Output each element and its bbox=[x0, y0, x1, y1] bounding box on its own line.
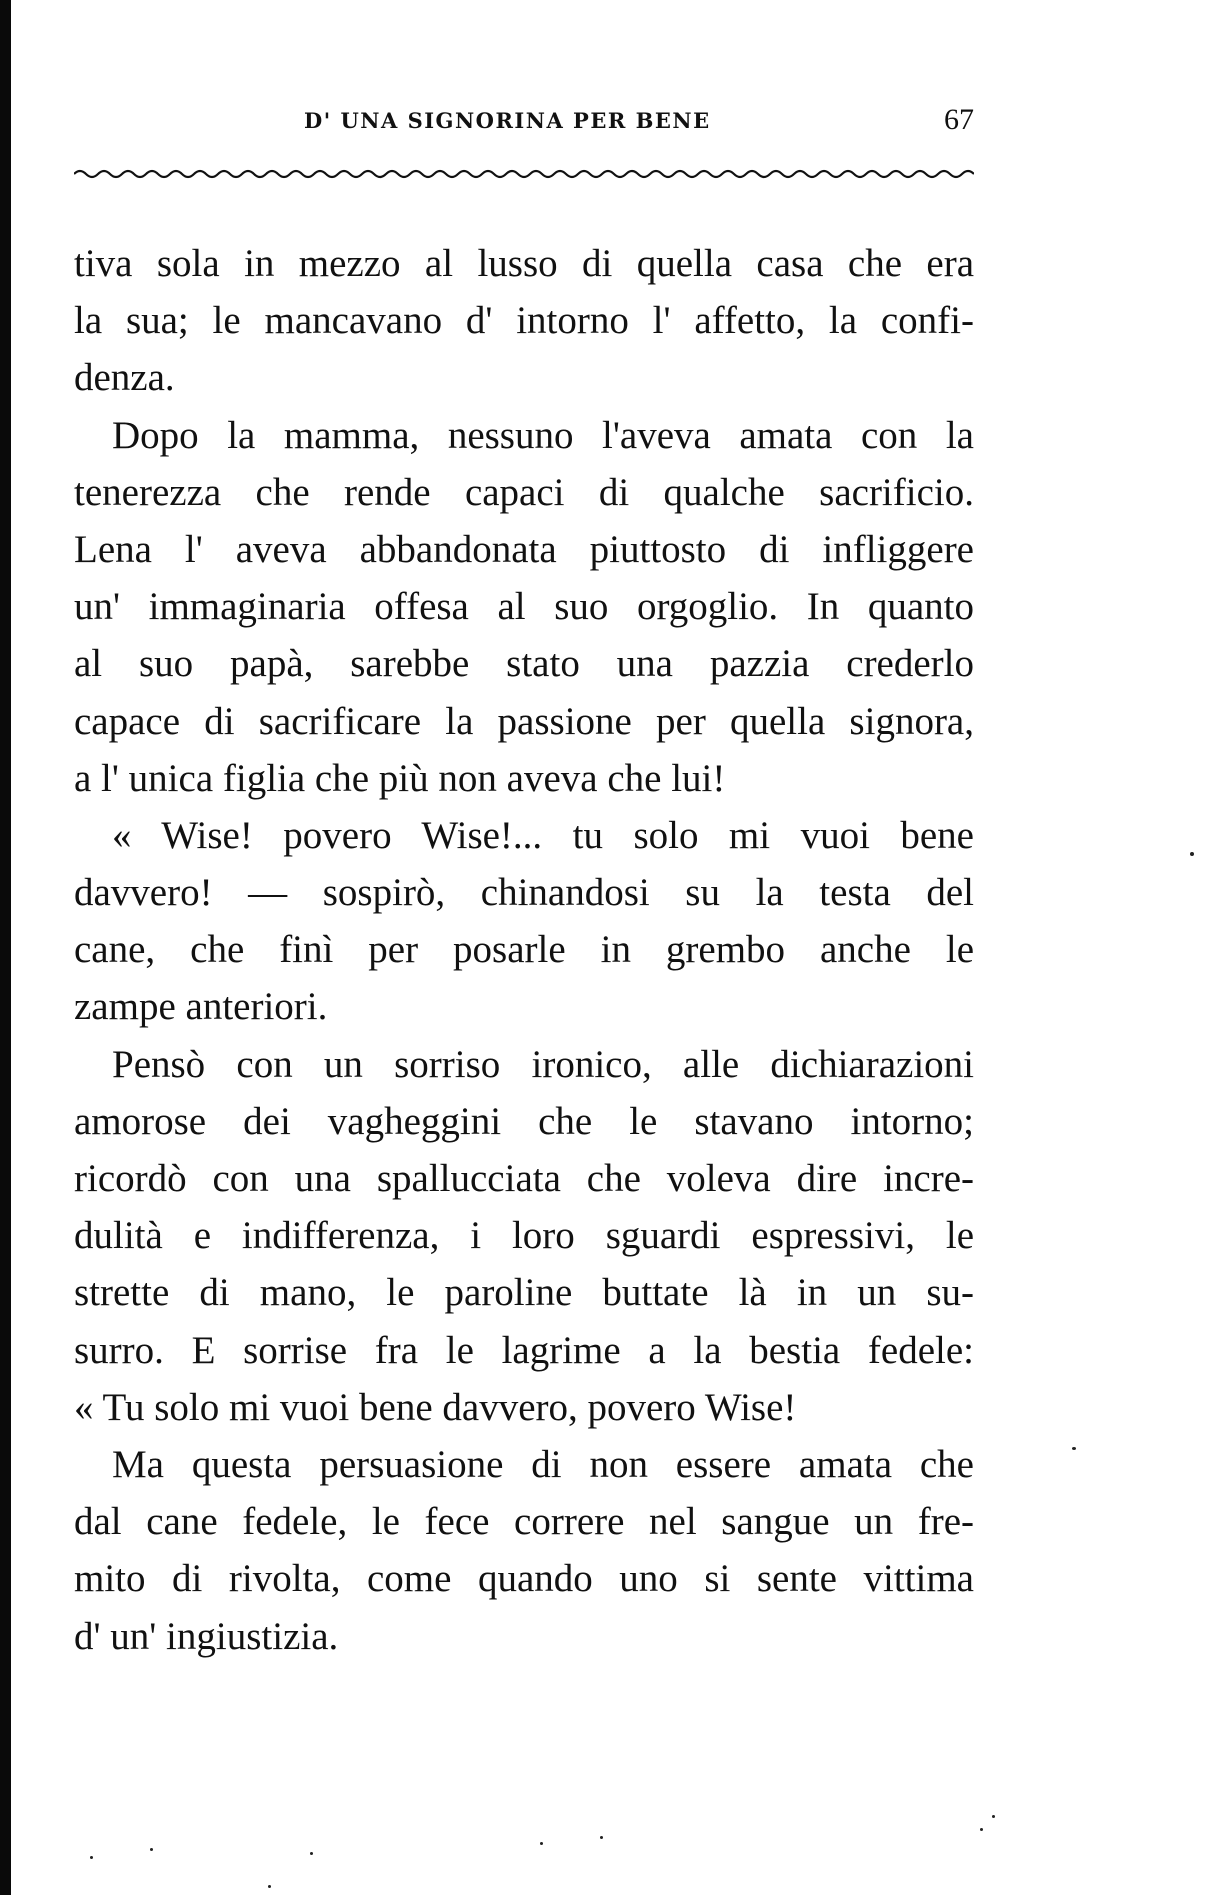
book-spine-edge bbox=[0, 0, 11, 1895]
text-line: strette di mano, le paroline buttate là in un su- bbox=[74, 1271, 974, 1315]
text-line: Ma questa persuasione di non essere amata che bbox=[112, 1442, 974, 1486]
text-line: tiva sola in mezzo al lusso di quella casa che era bbox=[74, 242, 974, 285]
text-line: dulità e indifferenza, i loro sguardi espressivi, le bbox=[74, 1214, 974, 1258]
text-line: tenerezza che rende capaci di qualche sacrificio. bbox=[74, 470, 974, 514]
print-speck bbox=[268, 1885, 271, 1888]
running-head bbox=[74, 103, 974, 148]
text-line: davvero! — sospirò, chinandosi su la testa del bbox=[74, 871, 974, 915]
text-line: denza. bbox=[74, 356, 175, 400]
body-text bbox=[74, 235, 974, 1665]
text-line: « Tu solo mi vuoi bene davvero, povero Wise! bbox=[74, 1385, 797, 1429]
print-speck bbox=[1190, 852, 1194, 856]
print-speck bbox=[600, 1836, 603, 1839]
text-line: a l' unica figlia che più non aveva che lui! bbox=[74, 756, 726, 800]
text-line: al suo papà, sarebbe stato una pazzia crederlo bbox=[74, 642, 974, 686]
text-line: ricordò con una spallucciata che voleva dire incre- bbox=[74, 1157, 974, 1200]
print-speck bbox=[980, 1828, 983, 1831]
running-title: D' UNA SIGNORINA PER BENE bbox=[304, 108, 711, 133]
text-line: cane, che finì per posarle in grembo anche le bbox=[74, 928, 974, 972]
text-line: capace di sacrificare la passione per quella signora, bbox=[74, 699, 974, 743]
text-line: « Wise! povero Wise!... tu solo mi vuoi bene bbox=[112, 813, 974, 857]
text-line: Dopo la mamma, nessuno l'aveva amata con la bbox=[112, 413, 974, 457]
text-line: surro. E sorrise fra le lagrime a la bestia fedele: bbox=[74, 1328, 974, 1372]
print-speck bbox=[992, 1815, 995, 1818]
wavy-rule-ornament bbox=[74, 164, 974, 184]
print-speck bbox=[150, 1848, 153, 1851]
text-line: Pensò con un sorriso ironico, alle dichiarazioni bbox=[112, 1042, 974, 1086]
text-line: dal cane fedele, le fece correre nel sangue un fre- bbox=[74, 1500, 974, 1544]
text-line: zampe anteriori. bbox=[74, 985, 328, 1029]
print-speck bbox=[1072, 1447, 1076, 1450]
text-line: amorose dei vagheggini che le stavano intorno; bbox=[74, 1099, 974, 1143]
text-line: un' immaginaria offesa al suo orgoglio. In quanto bbox=[74, 585, 974, 629]
text-line: Lena l' aveva abbandonata piuttosto di infliggere bbox=[74, 527, 974, 571]
print-speck bbox=[310, 1852, 313, 1855]
print-speck bbox=[90, 1856, 93, 1859]
page-number: 67 bbox=[944, 103, 974, 136]
text-line: mito di rivolta, come quando uno si sente vittima bbox=[74, 1557, 974, 1601]
text-line: la sua; le mancavano d' intorno l' affetto, la confi- bbox=[74, 299, 974, 343]
text-line: d' un' ingiustizia. bbox=[74, 1614, 339, 1658]
print-speck bbox=[540, 1842, 543, 1845]
